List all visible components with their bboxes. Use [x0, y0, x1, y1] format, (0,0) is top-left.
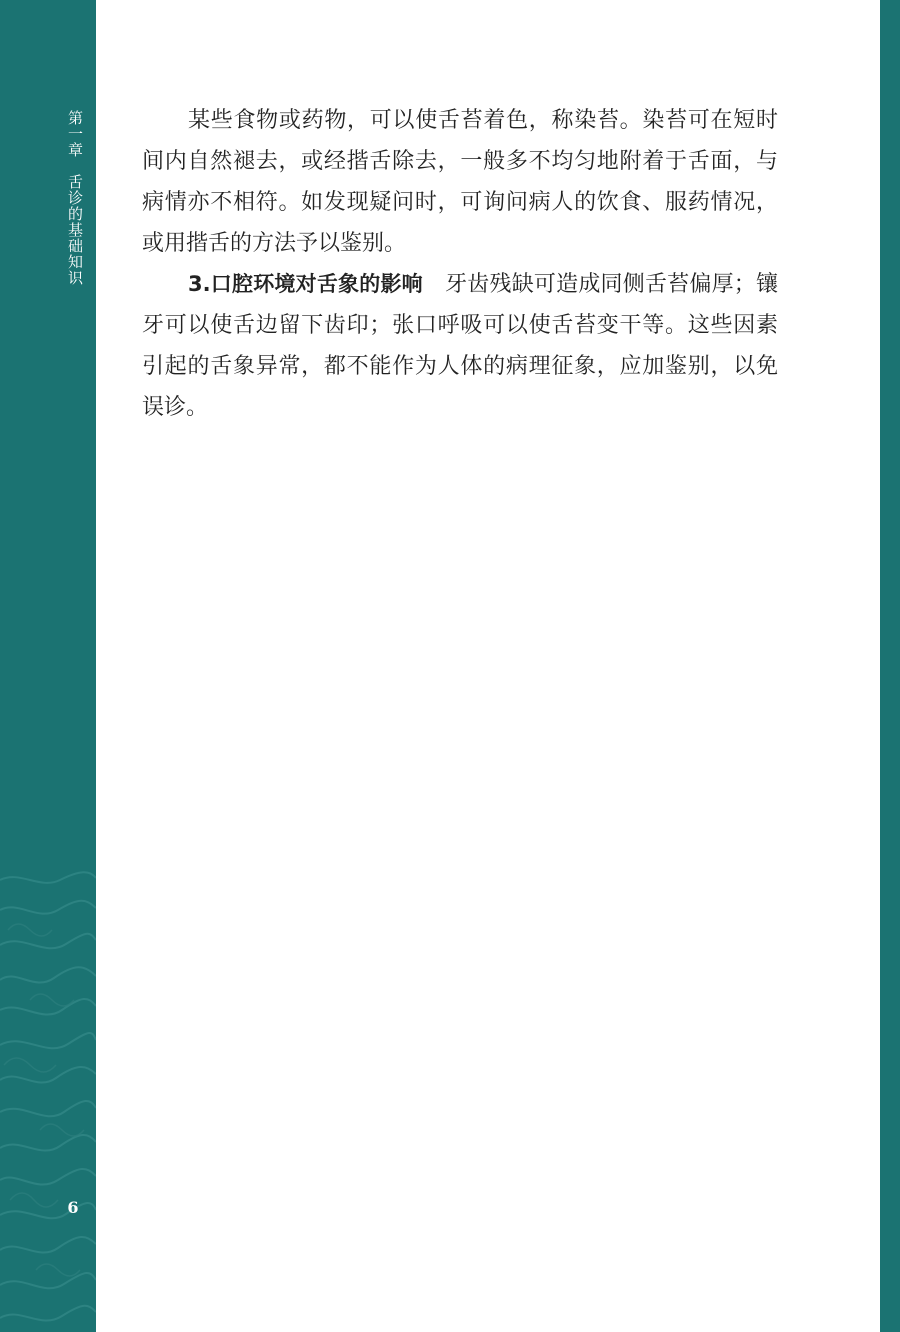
page-number: 6 — [67, 1198, 79, 1217]
chapter-running-header: 第一章 舌诊的基础知识 — [66, 110, 84, 286]
left-sidebar-band — [0, 0, 96, 1332]
wave-pattern-decoration — [0, 860, 96, 1332]
right-edge-band — [880, 0, 900, 1332]
paragraph-2-text: 牙齿残缺可造成同侧舌苔偏厚；镶牙可以使舌边留下齿印；张口呼吸可以使舌苔变干等。这些因素引起的舌象异常，都不能作为人体的病理征象，应加鉴别，以免误诊。 — [142, 272, 778, 420]
paragraph-oral-environment — [142, 264, 778, 428]
paragraph-stained-coating — [142, 100, 778, 264]
page-body — [142, 100, 778, 428]
section-heading-oral-environment: 3.口腔环境对舌象的影响 — [188, 272, 423, 296]
paragraph-1-text: 某些食物或药物，可以使舌苔着色，称染苔。染苔可在短时间内自然褪去，或经揩舌除去，一般多不均匀地附着于舌面，与病情亦不相符。如发现疑问时，可询问病人的饮食、服药情况，或用揩舌的方法予以鉴别。 — [142, 108, 778, 256]
